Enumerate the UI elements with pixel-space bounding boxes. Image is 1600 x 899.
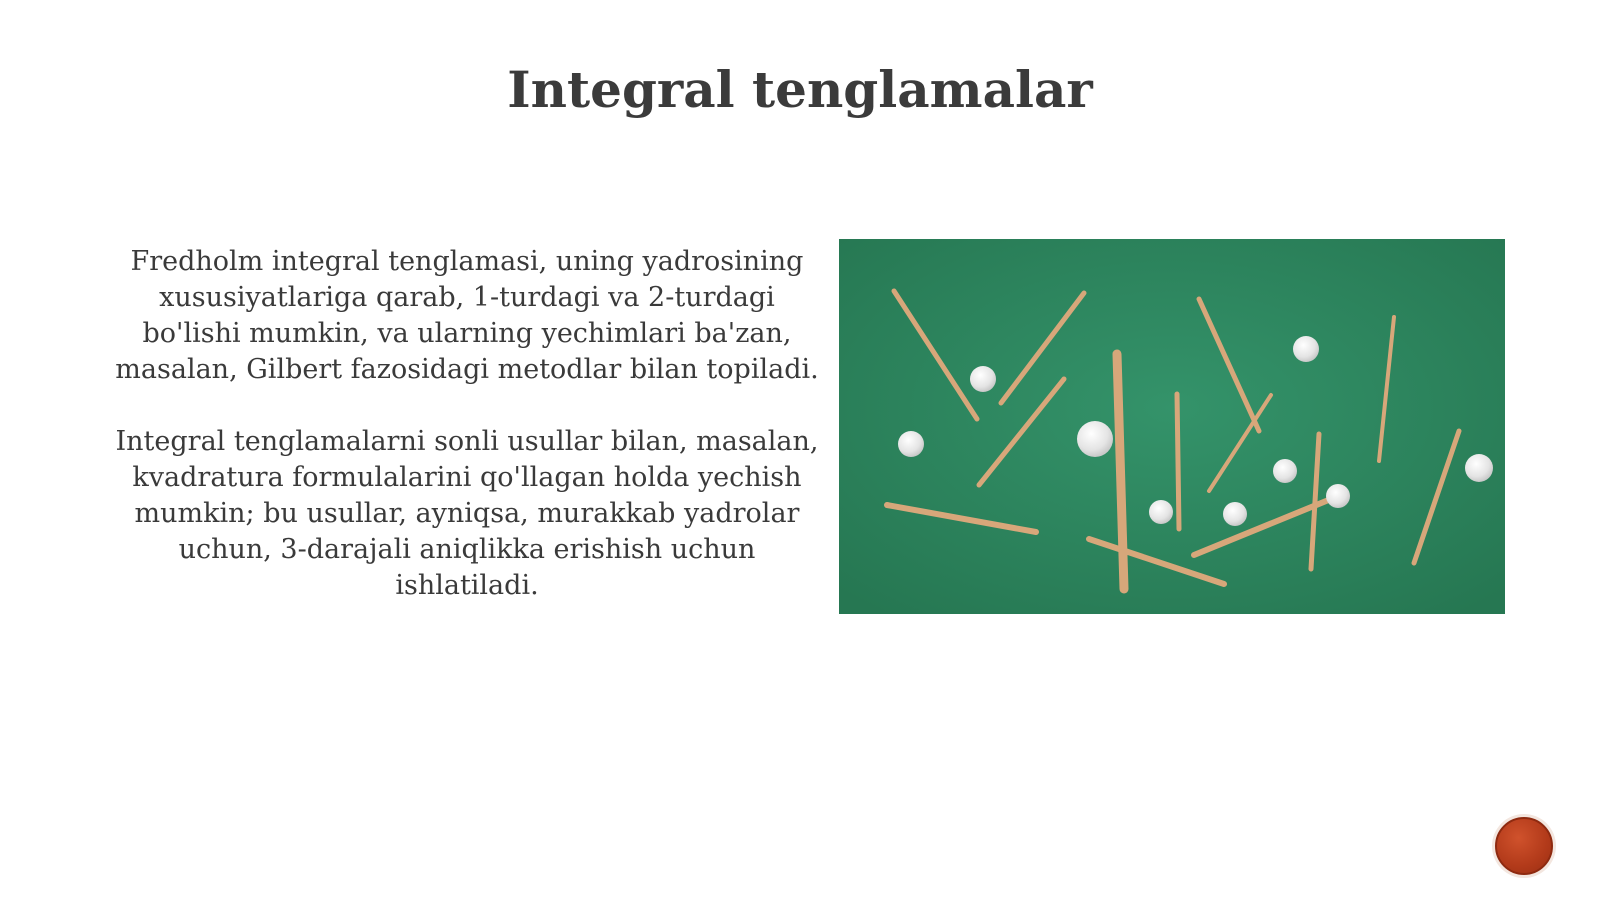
baseball (1326, 484, 1350, 508)
baseball-bat (1177, 394, 1179, 529)
baseball (1077, 421, 1113, 457)
paragraph-numerical-methods: Integral tenglamalarni sonli usullar bilan, masalan, kvadratura formulalarini qo'llagan holda yechish mumkin; bu usullar, ayniqsa, murakkab yadrolar uchun, 3-darajali aniqlikka erishish uchun ishlatiladi. (115, 426, 819, 601)
photo-background (839, 239, 1505, 614)
baseball (1293, 336, 1319, 362)
baseball (1465, 454, 1493, 482)
baseball-bats-photo (839, 239, 1505, 614)
baseball (898, 431, 924, 457)
slide-body (112, 244, 822, 604)
baseball (970, 366, 996, 392)
slide-title: Integral tenglamalar (507, 60, 1093, 119)
next-slide-button[interactable] (1495, 817, 1553, 875)
baseball (1223, 502, 1247, 526)
baseball (1273, 459, 1297, 483)
baseball (1149, 500, 1173, 524)
paragraph-fredholm: Fredholm integral tenglamasi, uning yadrosining xususiyatlariga qarab, 1-turdagi va 2-turdagi bo'lishi mumkin, va ularning yechimlari ba'zan, masalan, Gilbert fazosidagi metodlar bilan topiladi. (115, 246, 819, 385)
